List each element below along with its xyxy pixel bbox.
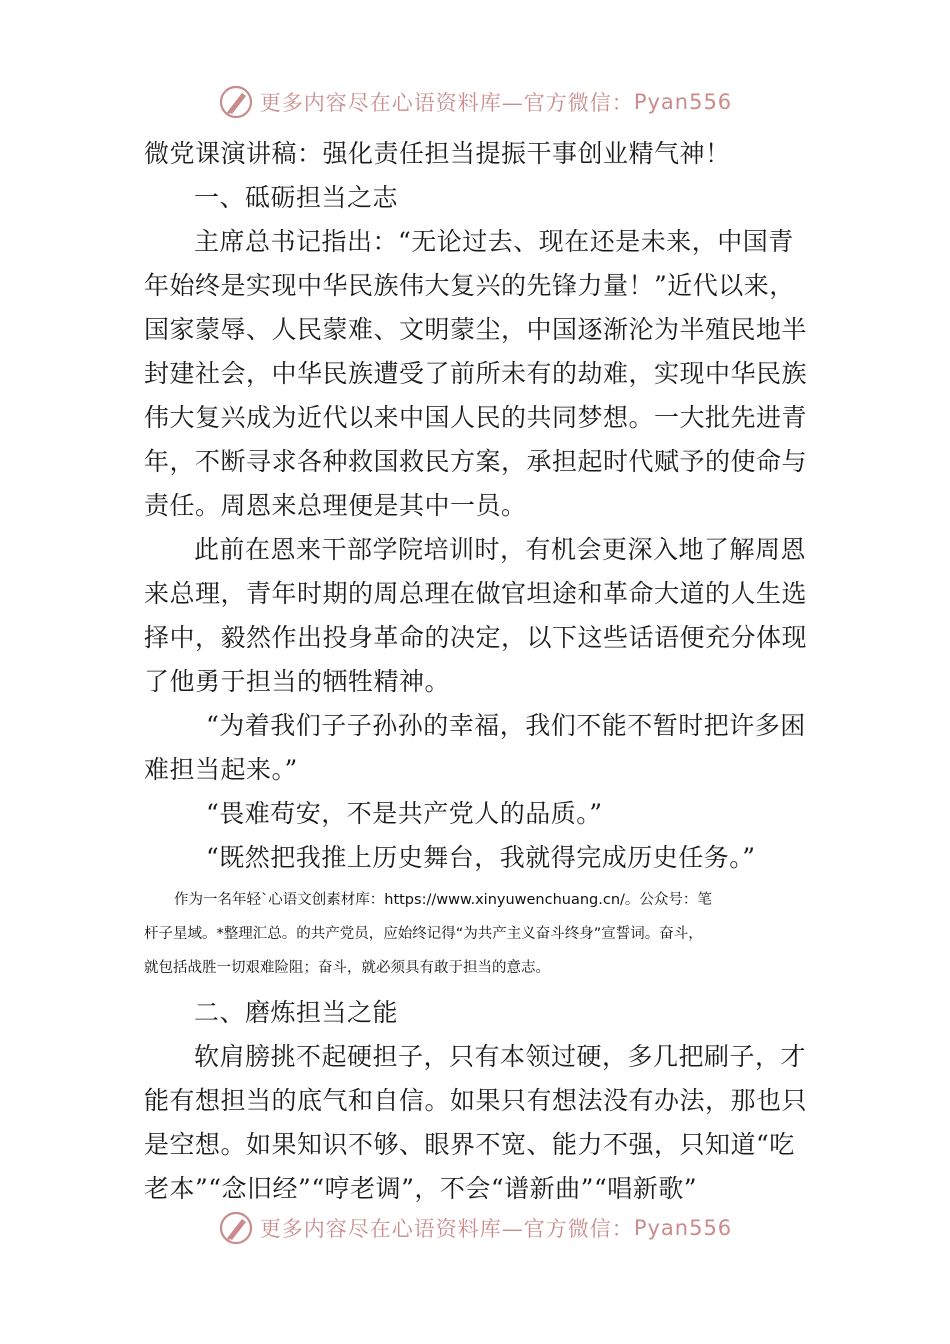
watermark-text: 更多内容尽在心语资料库—官方微信： [259,91,634,115]
paragraph [144,1035,812,1211]
text-line: 伟大复兴成为近代以来中国人民的共同梦想。一大批先进青 [144,403,808,432]
document-body [144,132,812,1211]
text-line: 年始终是实现中华民族伟大复兴的先锋力量！”近代以来， [144,271,795,300]
text-line: 是空想。如果知识不够、眼界不宽、能力不强，只知道“吃 [144,1130,795,1159]
text-line: 年，不断寻求各种救国救民方案，承担起时代赋予的使命与 [144,447,808,476]
text-line: 国家蒙辱、人民蒙难、文明蒙尘，中国逐渐沦为半殖民地半 [144,315,808,344]
watermark-text: 更多内容尽在心语资料库—官方微信： [259,1217,634,1241]
text-line: 难担当起来。” [144,755,298,784]
section-heading: 二、磨炼担当之能 [194,998,399,1027]
inserted-note [144,883,812,985]
text-line: 来总理，青年时期的周总理在做官坦途和革命大道的人生选 [144,579,808,608]
text-line: 杆子星域。*整理汇总。的共产党员，应始终记得“为共产主义奋斗终身”宣誓词。奋斗， [144,926,703,942]
text-line: 此前在恩来干部学院培训时，有机会更深入地了解周恩 [194,535,807,564]
text-line: 软肩膀挑不起硬担子，只有本领过硬，多几把刷子，才 [194,1042,807,1071]
text-line: 封建社会，中华民族遭受了前所未有的劫难，实现中华民族 [144,359,808,388]
text-line: 能有想担当的底气和自信。如果只有想法没有办法，那也只 [144,1086,808,1115]
text-line: 责任。周恩来总理便是其中一员。 [144,491,527,520]
text-line: 主席总书记指出：“无论过去、现在还是未来，中国青 [194,227,794,256]
quote [144,704,812,792]
text-line: 了他勇于担当的牺牲精神。 [144,667,451,696]
header-watermark [0,80,950,124]
paragraph [144,528,812,704]
text-line: 老本”“念旧经”“哼老调”，不会“谱新曲”“唱新歌” [144,1174,698,1203]
text-line: 择中，毅然作出投身革命的决定，以下这些话语便充分体现 [144,623,808,652]
quote: “畏难苟安，不是共产党人的品质。” [206,799,603,828]
section-heading: 一、砥砺担当之志 [194,183,399,212]
text-line: 作为一名年轻`心语文创素材库：https://www.xinyuwenchuang.cn/。公众号：笔 [174,892,712,908]
paragraph [144,220,812,528]
quote: “既然把我推上历史舞台，我就得完成历史任务。” [206,843,756,872]
watermark-wechat-id: Pyan556 [633,90,733,114]
pen-logo-icon [218,84,254,120]
text-line: “为着我们子子孙孙的幸福，我们不能不暂时把许多困 [206,711,806,740]
document-title: 微党课演讲稿：强化责任担当提振干事创业精气神！ [144,139,731,168]
pen-logo-icon [218,1210,254,1246]
watermark-wechat-id: Pyan556 [633,1216,733,1240]
footer-watermark [0,1206,950,1250]
text-line: 就包括战胜一切艰难险阻；奋斗，就必须具有敢于担当的意志。 [144,960,550,976]
